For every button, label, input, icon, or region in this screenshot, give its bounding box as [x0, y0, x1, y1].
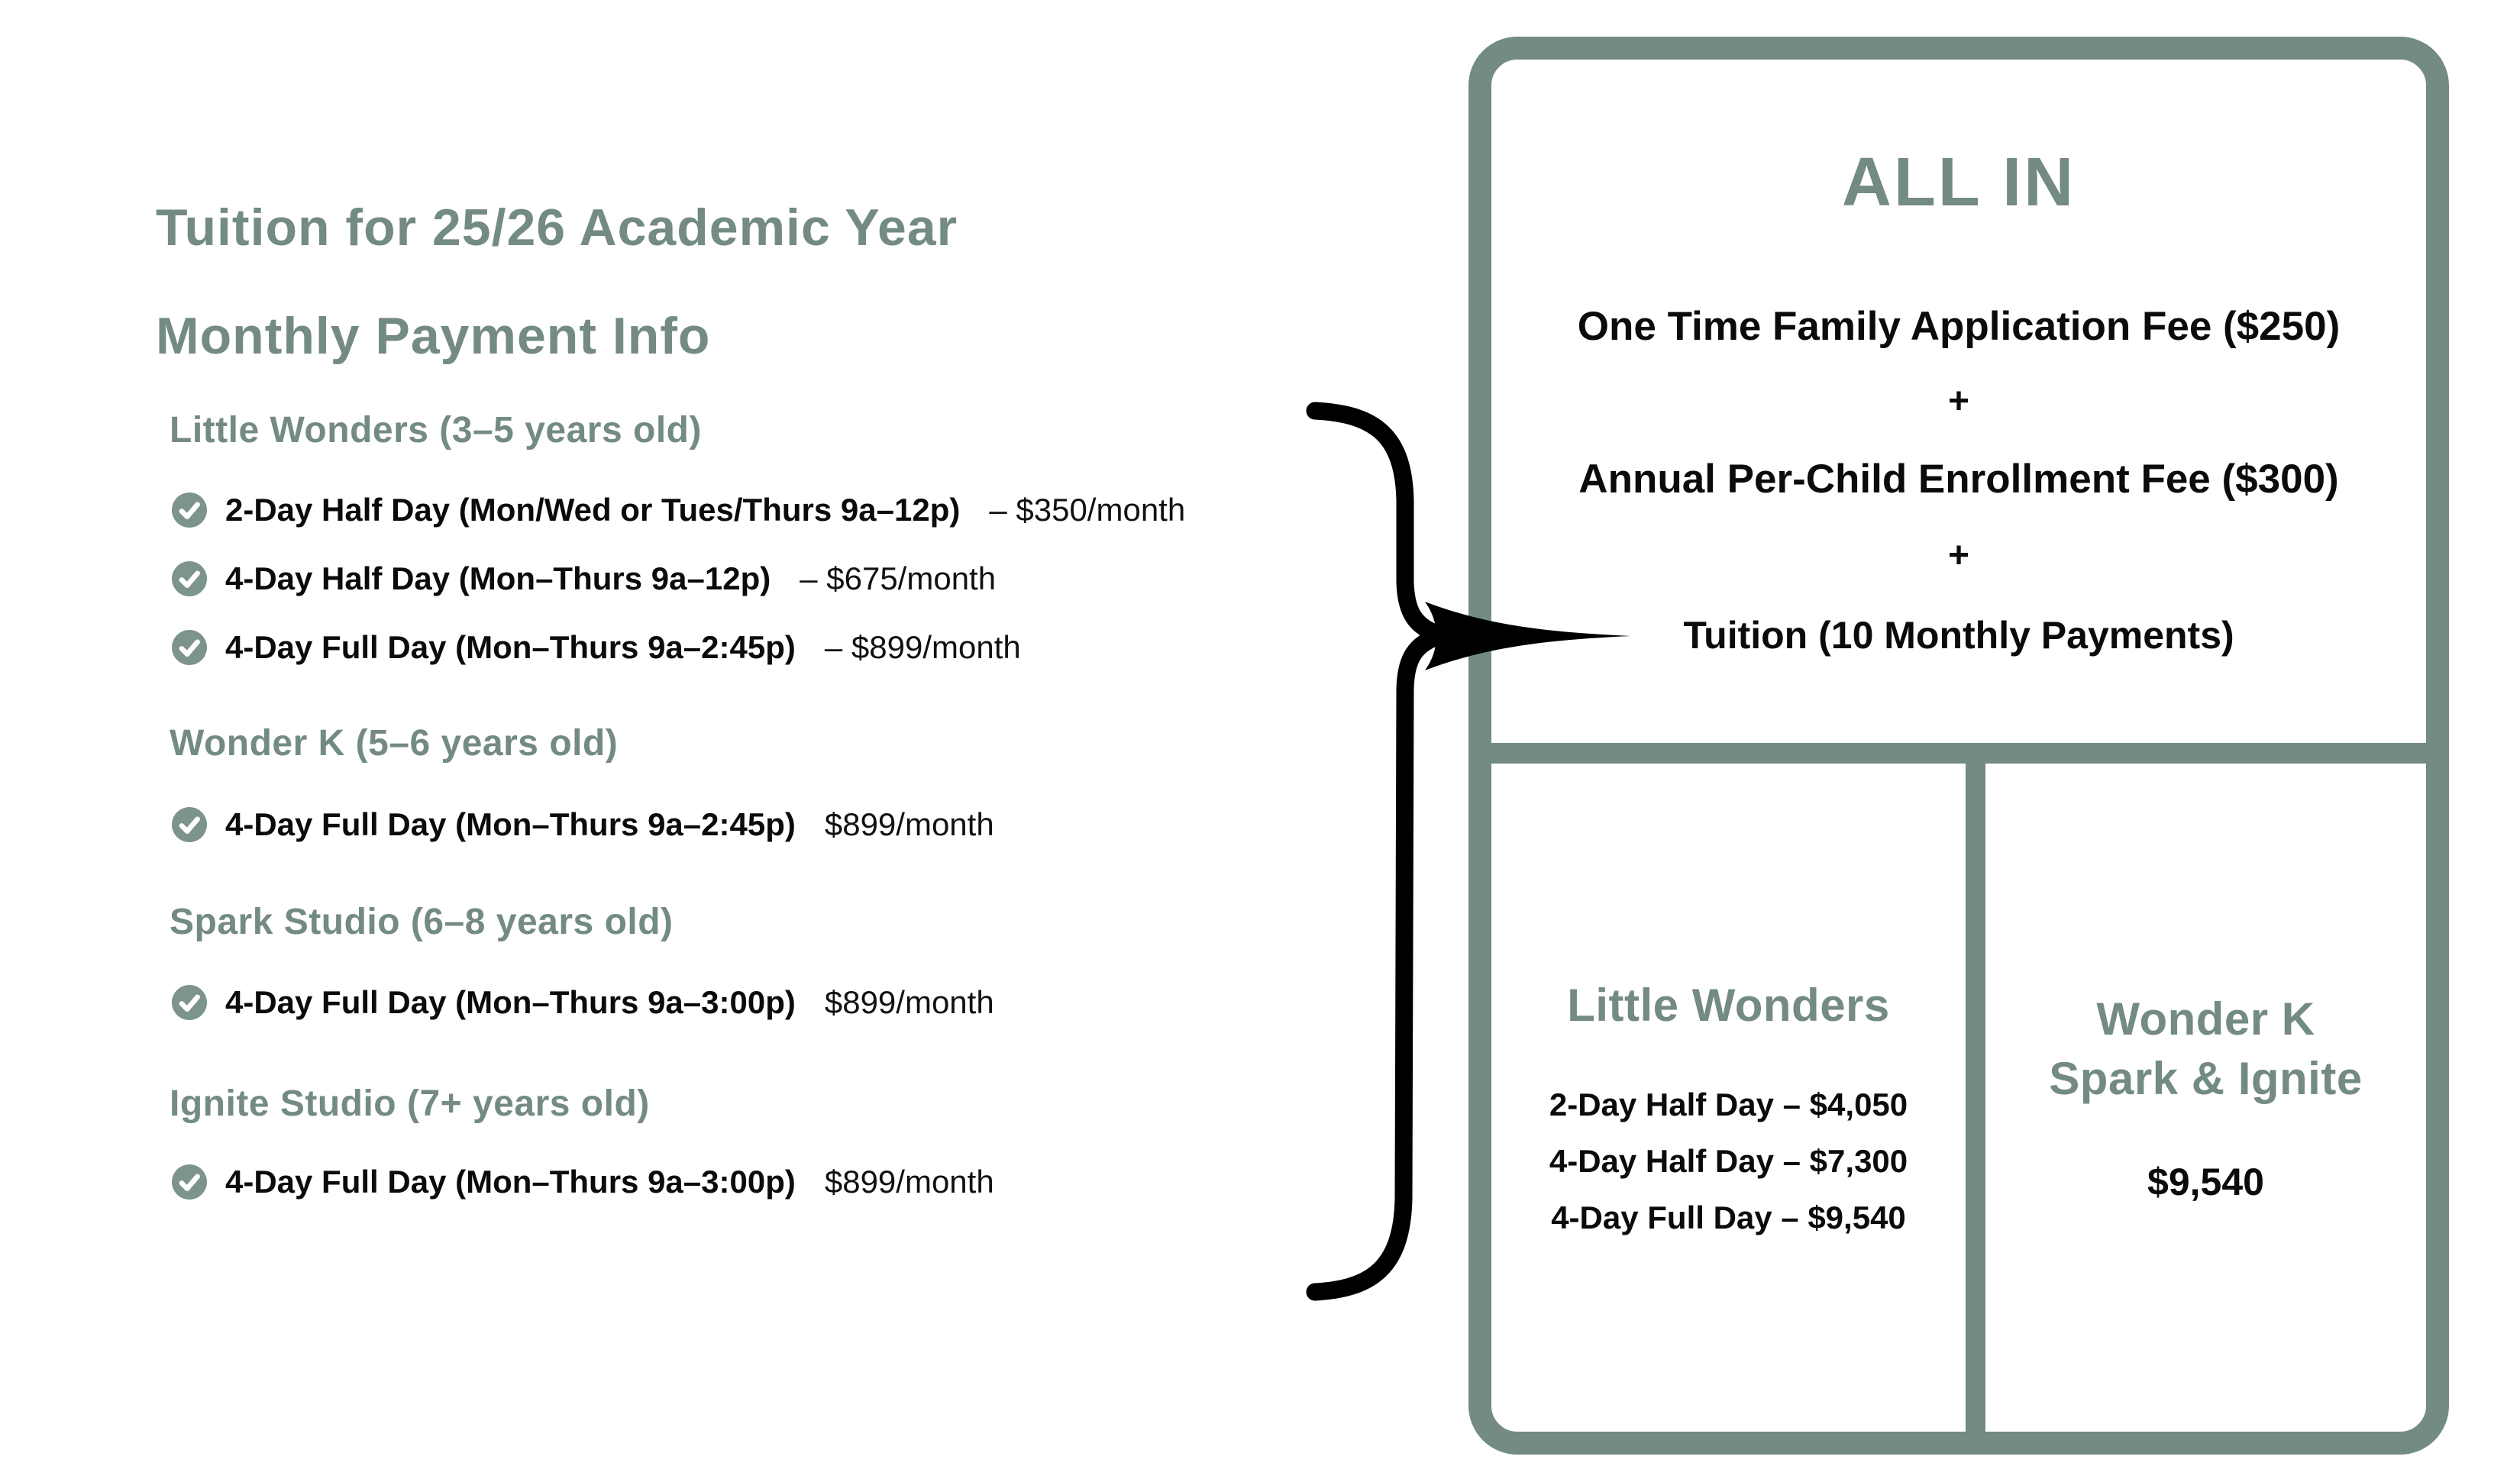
- item-price: – $899/month: [824, 629, 1021, 665]
- cell-heading-wonder-k-spark-ignite: [1985, 990, 2426, 1109]
- item-schedule: 4-Day Full Day (Mon–Thurs 9a–3:00p): [225, 1164, 796, 1200]
- annual-rate-value: $9,540: [2147, 1161, 2264, 1203]
- plus-sign: +: [1947, 381, 1970, 421]
- program-heading-ignite-studio: Ignite Studio (7+ years old): [170, 1083, 650, 1124]
- fee-line-application: One Time Family Application Fee ($250): [1577, 304, 2341, 349]
- fee-line-enrollment: Annual Per-Child Enrollment Fee ($300): [1578, 457, 2339, 502]
- item-price: $899/month: [824, 806, 994, 842]
- check-circle-icon: [172, 1164, 207, 1200]
- program-item: [172, 1162, 994, 1202]
- program-item: [172, 983, 994, 1022]
- item-schedule: 4-Day Full Day (Mon–Thurs 9a–2:45p): [225, 806, 796, 842]
- little-wonders-cell: [1491, 764, 1966, 1432]
- check-circle-icon: [172, 985, 207, 1020]
- item-price: – $350/month: [989, 492, 1186, 528]
- cell-heading-line2: Spark & Ignite: [2049, 1053, 2363, 1104]
- item-price: $899/month: [824, 984, 994, 1020]
- cell-heading-little-wonders: Little Wonders: [1567, 980, 1890, 1031]
- all-in-panel: [1468, 37, 2449, 1455]
- annual-rate-row: 2-Day Half Day – $4,050: [1549, 1087, 1908, 1122]
- page-title: Tuition for 25/26 Academic Year: [156, 199, 958, 257]
- check-circle-icon: [172, 492, 207, 528]
- program-heading-little-wonders: Little Wonders (3–5 years old): [170, 410, 702, 450]
- program-item: [172, 490, 1185, 530]
- item-schedule: 4-Day Full Day (Mon–Thurs 9a–2:45p): [225, 629, 796, 665]
- program-item: [172, 805, 994, 844]
- panel-title: ALL IN: [1841, 144, 2076, 221]
- check-circle-icon: [172, 630, 207, 665]
- item-price: – $675/month: [800, 560, 997, 596]
- item-schedule: 4-Day Full Day (Mon–Thurs 9a–3:00p): [225, 984, 796, 1020]
- program-heading-spark-studio: Spark Studio (6–8 years old): [170, 902, 674, 942]
- program-heading-wonder-k: Wonder K (5–6 years old): [170, 723, 619, 764]
- annual-rate-row: 4-Day Full Day – $9,540: [1551, 1200, 1906, 1235]
- plus-sign: +: [1947, 535, 1970, 576]
- panel-divider-horizontal: [1490, 743, 2428, 764]
- annual-rate-row: 4-Day Half Day – $7,300: [1549, 1143, 1908, 1179]
- check-circle-icon: [172, 807, 207, 842]
- program-item: [172, 559, 996, 599]
- item-price: $899/month: [824, 1164, 994, 1200]
- item-schedule: 4-Day Half Day (Mon–Thurs 9a–12p): [225, 560, 771, 596]
- program-item: [172, 628, 1021, 667]
- check-circle-icon: [172, 561, 207, 596]
- panel-divider-vertical: [1966, 764, 1985, 1433]
- cell-heading-line1: Wonder K: [2096, 993, 2315, 1045]
- fee-line-tuition: Tuition (10 Monthly Payments): [1683, 614, 2234, 657]
- wonder-k-spark-ignite-cell: [1985, 764, 2426, 1432]
- item-schedule: 2-Day Half Day (Mon/Wed or Tues/Thurs 9a–12p): [225, 492, 961, 528]
- page-subtitle: Monthly Payment Info: [156, 307, 711, 365]
